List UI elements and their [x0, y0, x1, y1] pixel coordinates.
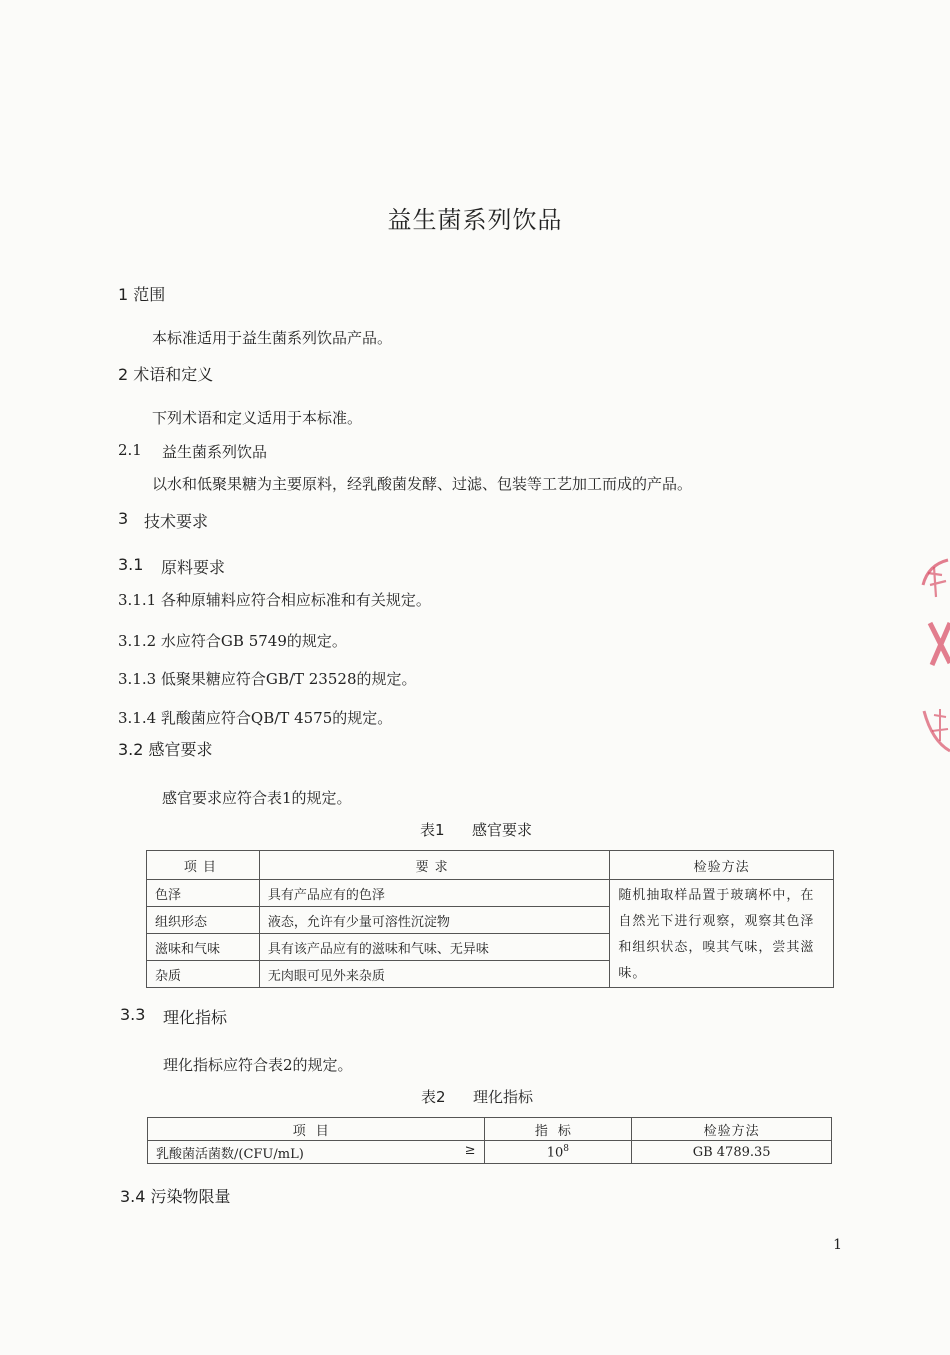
section-1-heading: 1 范围 — [118, 285, 166, 304]
value-base: 10 — [546, 1145, 564, 1161]
table-row — [148, 1141, 832, 1164]
section-3-4-heading: 3.4 污染物限量 — [120, 1187, 231, 1206]
header-item: 项目 — [148, 1118, 485, 1141]
section-3-2-heading: 3.2 感官要求 — [118, 740, 213, 759]
row-requirement: 具有该产品应有的滋味和气味、无异味 — [259, 934, 609, 961]
comparison-operator: ≥ — [464, 1142, 476, 1158]
document-title: 益生菌系列饮品 — [387, 206, 563, 234]
table-row — [147, 880, 834, 907]
header-index: 指标 — [484, 1118, 632, 1141]
section-3-3-text: 理化指标应符合表2的规定。 — [163, 1056, 353, 1074]
sensory-requirements-table — [146, 850, 834, 988]
section-3-2-text: 感官要求应符合表1的规定。 — [162, 789, 352, 807]
clause-3-1-4: 3.1.4 乳酸菌应符合QB/T 4575的规定。 — [118, 709, 393, 727]
section-2-1-title: 益生菌系列饮品 — [162, 443, 268, 461]
page-number: 1 — [833, 1237, 842, 1253]
item-name: 乳酸菌活菌数/(CFU/mL) — [156, 1146, 304, 1162]
row-item: 杂质 — [147, 961, 260, 988]
table2-caption: 理化指标 — [473, 1088, 534, 1106]
row-requirement: 液态，允许有少量可溶性沉淀物 — [259, 907, 609, 934]
physicochemical-table — [147, 1117, 832, 1164]
red-stamp-fragment — [920, 545, 950, 760]
section-2-text: 下列术语和定义适用于本标准。 — [152, 409, 363, 427]
section-3-3-number: 3.3 — [120, 1005, 146, 1024]
row-requirement: 具有产品应有的色泽 — [259, 880, 609, 907]
header-item: 项目 — [147, 851, 260, 880]
row-item: 滋味和气味 — [147, 934, 260, 961]
section-2-1-number: 2.1 — [118, 441, 142, 459]
section-2-heading: 2 术语和定义 — [118, 365, 214, 384]
inspection-method: 随机抽取样品置于玻璃杯中，在自然光下进行观察，观察其色泽和组织状态，嗅其气味，尝其滋味。 — [610, 880, 834, 988]
row-requirement: 无肉眼可见外来杂质 — [259, 961, 609, 988]
row-item: 色泽 — [147, 880, 260, 907]
value-exponent: 8 — [563, 1143, 570, 1154]
header-requirement: 要求 — [259, 851, 609, 880]
section-3-3-title: 理化指标 — [163, 1008, 228, 1027]
row-method: GB 4789.35 — [632, 1141, 832, 1164]
table2-caption-number: 表2 — [421, 1088, 446, 1106]
clause-3-1-2: 3.1.2 水应符合GB 5749的规定。 — [118, 632, 347, 650]
table-header-row — [148, 1118, 832, 1141]
section-3-number: 3 — [118, 509, 129, 528]
row-value — [484, 1141, 632, 1164]
header-method: 检验方法 — [610, 851, 834, 880]
row-item — [148, 1141, 485, 1164]
table-header-row — [147, 851, 834, 880]
section-1-text: 本标准适用于益生菌系列饮品产品。 — [152, 329, 393, 347]
section-2-1-definition: 以水和低聚果糖为主要原料，经乳酸菌发酵、过滤、包装等工艺加工而成的产品。 — [152, 475, 693, 493]
clause-3-1-1: 3.1.1 各种原辅料应符合相应标准和有关规定。 — [118, 591, 431, 609]
section-3-heading: 技术要求 — [144, 512, 209, 531]
header-method: 检验方法 — [632, 1118, 832, 1141]
table1-caption-number: 表1 — [420, 821, 445, 839]
table1-caption: 感官要求 — [472, 821, 533, 839]
section-3-1-number: 3.1 — [118, 555, 144, 574]
clause-3-1-3: 3.1.3 低聚果糖应符合GB/T 23528的规定。 — [118, 670, 417, 688]
section-3-1-title: 原料要求 — [161, 558, 226, 577]
row-item: 组织形态 — [147, 907, 260, 934]
